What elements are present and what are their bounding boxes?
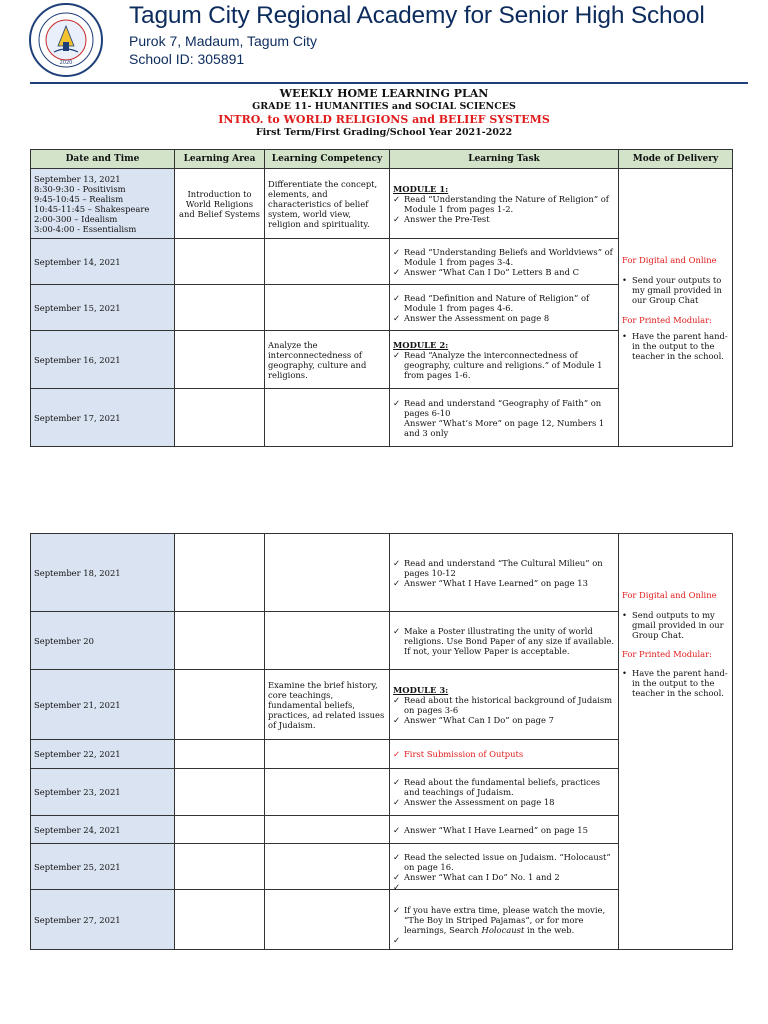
task-item: ✓ First Submission of Outputs: [393, 749, 524, 759]
empty-cell: [265, 844, 390, 890]
school-address: Purok 7, Madaum, Tagum City: [129, 33, 318, 49]
date-cell: September 24, 2021: [31, 816, 175, 844]
date-cell: September 21, 2021: [31, 670, 175, 740]
learning-plan-table-2: [30, 533, 733, 950]
task-cell: [390, 169, 619, 239]
date-cell: September 15, 2021: [31, 285, 175, 331]
empty-cell: [265, 740, 390, 769]
empty-cell: [175, 389, 265, 447]
module-label: MODULE 2:: [393, 339, 449, 350]
date-cell: September 23, 2021: [31, 769, 175, 816]
task-cell: [390, 612, 619, 670]
empty-cell: [175, 612, 265, 670]
task-item: ✓ Answer “What Can I Do” Letters B and C: [393, 266, 580, 277]
empty-cell: [175, 285, 265, 331]
task-item: ✓ Answer “What Can I Do” on page 7: [393, 714, 554, 725]
digital-mode-item: • Send outputs to my gmail provided in our Group Chat.: [622, 610, 724, 640]
task-cell: ✓ Read the selected issue on Judaism. “Holocaust” on page 16. ✓ Answer “What can I Do” No. 1 and 2 ✓: [390, 844, 619, 890]
competency-cell: Examine the brief history, core teachings, fundamental beliefs, practices, ad related issues of Judaism.: [265, 670, 390, 740]
task-item: ✓ Read about the fundamental beliefs, practices and teachings of Judaism.: [393, 777, 601, 797]
document-titles: [0, 87, 768, 139]
table-row: [31, 169, 733, 239]
task-item: ✓ Answer “What can I Do” No. 1 and 2: [393, 871, 560, 882]
printed-mode-item: • Have the parent hand-in the output to the teacher in the school.: [622, 668, 728, 698]
module-label: MODULE 3:: [393, 684, 449, 695]
empty-cell: [175, 844, 265, 890]
svg-text:2020: 2020: [59, 60, 73, 66]
task-item: ✓ Read “Definition and Nature of Religion” of Module 1 from pages 4-6.: [393, 292, 590, 313]
task-item: ✓ Make a Poster illustrating the unity of world religions. Use Bond Paper of any size if available. If not, your Yellow Paper is acceptable.: [393, 625, 614, 656]
empty-cell: [175, 670, 265, 740]
task-cell: [390, 239, 619, 285]
module-label: MODULE 1:: [393, 183, 449, 194]
task-item: ✓ Read “Understanding Beliefs and Worldviews” of Module 1 from pages 3-4.: [393, 246, 613, 267]
task-item: ✓ Read and understand “Geography of Faith” on pages 6-10: [393, 397, 602, 418]
empty-cell: [265, 389, 390, 447]
letterhead: [28, 0, 748, 84]
task-item: ✓ Answer “What I Have Learned” on page 13: [393, 577, 588, 588]
term-title: First Term/First Grading/School Year 2021-2022: [255, 127, 513, 138]
task-cell: [390, 769, 619, 816]
date-cell: September 22, 2021: [31, 740, 175, 769]
digital-mode-label: For Digital and Online: [622, 590, 717, 600]
task-item: ✓ Read the selected issue on Judaism. “Holocaust” on page 16.: [393, 851, 611, 872]
competency-cell: Differentiate the concept, elements, and characteristics of belief system, world view, religion and spirituality.: [265, 169, 390, 239]
task-item: ✓ Answer “What I Have Learned” on page 15: [393, 824, 588, 835]
mode-of-delivery-cell: [619, 169, 733, 447]
task-cell: [390, 285, 619, 331]
school-name: Tagum City Regional Academy for Senior High School: [129, 2, 705, 29]
task-item: ✓ Answer the Pre-Test: [393, 213, 490, 224]
task-item: ✓ Read and understand “The Cultural Milieu” on pages 10-12: [393, 557, 603, 578]
date-cell: September 13, 2021 8:30-9:30 - Positivism 9:45-10:45 – Realism 10:45-11:45 – Shakespeare 2:00-300 – Idealism 3:00-4:00 - Essentialism: [31, 169, 175, 239]
printed-mode-label: For Printed Modular:: [622, 649, 712, 659]
task-extra: Answer “What’s More” on page 12, Numbers 1 and 3 only: [404, 417, 605, 438]
empty-cell: [265, 816, 390, 844]
table-row: [31, 534, 733, 612]
task-cell: [390, 816, 619, 844]
printed-mode-item: • Have the parent hand-in the output to the teacher in the school.: [622, 330, 728, 361]
mode-of-delivery-cell: [619, 534, 733, 950]
empty-cell: [175, 890, 265, 950]
date-cell: September 20: [31, 612, 175, 670]
col-date: Date and Time: [31, 150, 175, 169]
task-item: ✓ Read about the historical background of Judaism on pages 3-6: [393, 694, 613, 715]
task-cell: ✓ If you have extra time, please watch the movie, “The Boy in Striped Pajamas”, or for more learnings, Search Holocaust in the web. ✓: [390, 890, 619, 950]
empty-cell: [265, 534, 390, 612]
task-item: ✓ Read “Understanding the Nature of Religion” of Module 1 from pages 1-2.: [393, 193, 609, 214]
school-seal-logo: [28, 2, 104, 78]
date-cell: September 27, 2021: [31, 890, 175, 950]
empty-cell: [265, 769, 390, 816]
empty-cell: [265, 239, 390, 285]
digital-mode-item: • Send your outputs to my gmail provided in our Group Chat: [622, 274, 722, 305]
date-cell: September 17, 2021: [31, 389, 175, 447]
task-cell: [390, 740, 619, 769]
col-task: Learning Task: [390, 150, 619, 169]
empty-cell: [175, 740, 265, 769]
date-cell: September 18, 2021: [31, 534, 175, 612]
task-cell: [390, 534, 619, 612]
date-cell: September 14, 2021: [31, 239, 175, 285]
digital-mode-label: For Digital and Online: [622, 254, 717, 265]
subject-title: INTRO. to WORLD RELIGIONS and BELIEF SYSTEMS: [218, 113, 550, 126]
task-cell: [390, 389, 619, 447]
task-cell: [390, 331, 619, 389]
learning-area-cell: Introduction to World Religions and Belief Systems: [175, 169, 265, 239]
col-mode: Mode of Delivery: [619, 150, 733, 169]
date-cell: September 25, 2021: [31, 844, 175, 890]
empty-cell: [265, 890, 390, 950]
competency-cell: Analyze the interconnectedness of geography, culture and religions.: [265, 331, 390, 389]
col-area: Learning Area: [175, 150, 265, 169]
empty-cell: [175, 331, 265, 389]
header-rule: [30, 82, 748, 84]
grade-title: GRADE 11- HUMANITIES and SOCIAL SCIENCES: [252, 101, 516, 112]
empty-cell: [265, 612, 390, 670]
school-id: School ID: 305891: [129, 51, 245, 67]
task-item: ✓ If you have extra time, please watch the movie, “The Boy in Striped Pajamas”, or for more learnings, Search Holocaust in the web.: [393, 904, 606, 935]
empty-cell: [265, 285, 390, 331]
task-item: ✓ Answer the Assessment on page 8: [393, 312, 550, 323]
date-cell: September 16, 2021: [31, 331, 175, 389]
learning-plan-table-1: [30, 149, 733, 447]
empty-cell: [175, 769, 265, 816]
empty-cell: [175, 239, 265, 285]
plan-title: WEEKLY HOME LEARNING PLAN: [279, 87, 489, 100]
empty-cell: [175, 816, 265, 844]
printed-mode-label: For Printed Modular:: [622, 314, 712, 325]
col-competency: Learning Competency: [265, 150, 390, 169]
task-cell: [390, 670, 619, 740]
empty-cell: [175, 534, 265, 612]
task-item: ✓ Read “Analyze the interconnectedness of geography, culture and religions.” of Module 1 from pages 1-6.: [393, 349, 603, 380]
task-item: ✓ Answer the Assessment on page 18: [393, 797, 555, 807]
table-header-row: [31, 150, 733, 169]
